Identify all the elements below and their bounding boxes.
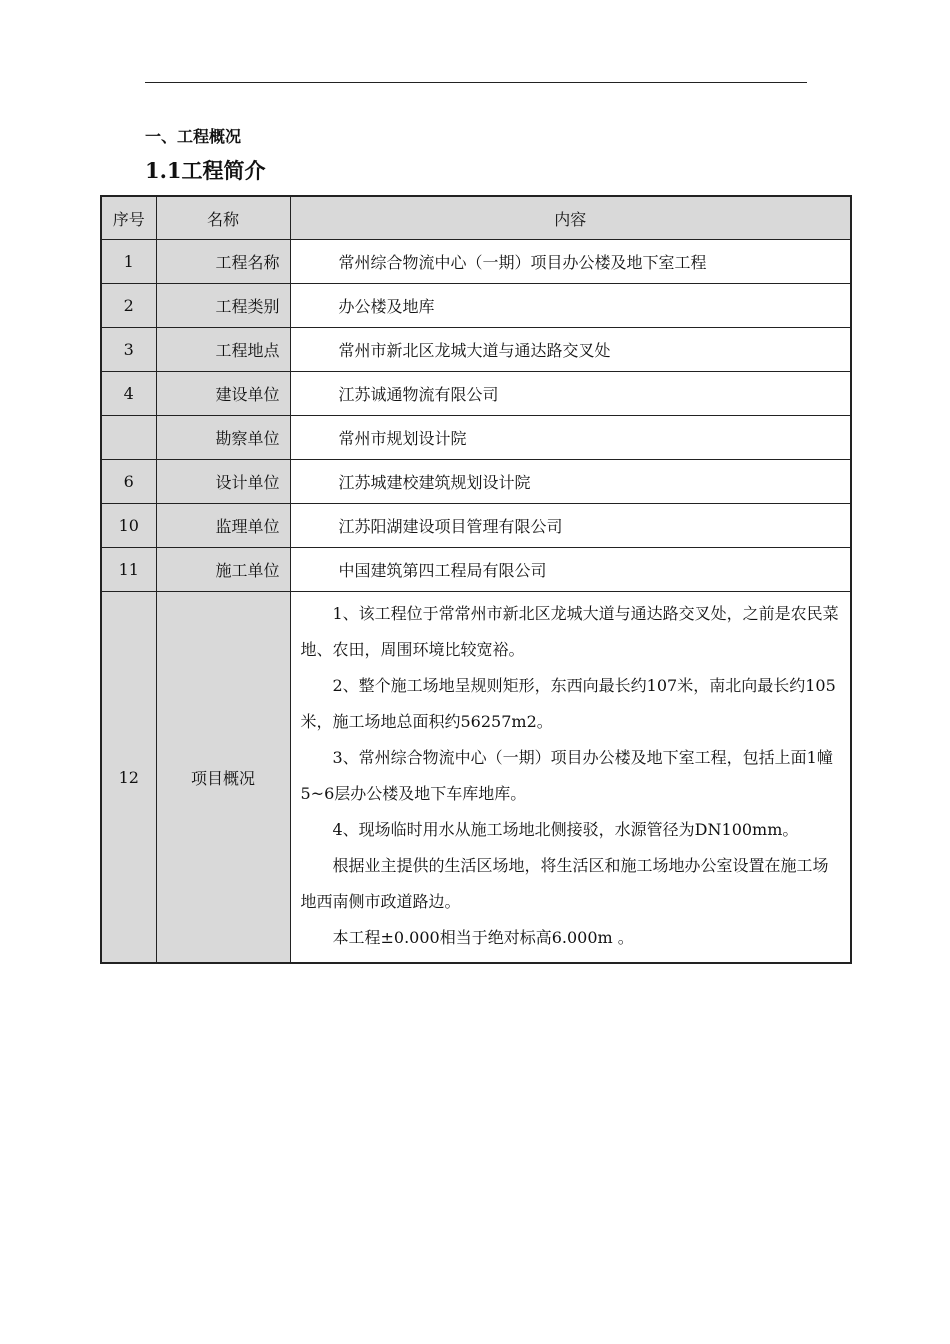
- project-info-table: [100, 195, 852, 964]
- row-num: 3: [101, 328, 156, 372]
- overview-num: 12: [101, 592, 156, 964]
- table-row: [101, 328, 851, 372]
- overview-paragraph: 1、该工程位于常常州市新北区龙城大道与通达路交叉处，之前是农民菜地、农田，周围环境比较宽裕。: [300, 604, 839, 659]
- section-heading: 一、工程概况: [145, 127, 242, 146]
- row-name: 工程地点: [156, 328, 290, 372]
- header-rule: [145, 82, 807, 83]
- sub-heading: 1.1工程简介: [145, 158, 266, 183]
- row-name: 勘察单位: [156, 416, 290, 460]
- table-row: [101, 284, 851, 328]
- overview-paragraph: 本工程±0.000相当于绝对标高6.000m 。: [332, 928, 634, 947]
- row-name: 工程名称: [156, 240, 290, 284]
- row-num: 2: [101, 284, 156, 328]
- row-num: 4: [101, 372, 156, 416]
- table-row: [101, 240, 851, 284]
- row-num: 11: [101, 548, 156, 592]
- table-row: [101, 460, 851, 504]
- row-content: 常州市新北区龙城大道与通达路交叉处: [290, 328, 851, 372]
- row-content: 办公楼及地库: [290, 284, 851, 328]
- overview-paragraph: 4、现场临时用水从施工场地北侧接驳，水源管径为DN100mm。: [332, 820, 799, 839]
- table-row: [101, 548, 851, 592]
- row-name: 工程类别: [156, 284, 290, 328]
- header-num: 序号: [101, 196, 156, 240]
- row-name: 设计单位: [156, 460, 290, 504]
- table-row: [101, 372, 851, 416]
- row-num: 6: [101, 460, 156, 504]
- row-num: [101, 416, 156, 460]
- row-name: 监理单位: [156, 504, 290, 548]
- row-content: 常州市规划设计院: [290, 416, 851, 460]
- overview-row: [101, 592, 851, 964]
- table-row: [101, 504, 851, 548]
- overview-name: 项目概况: [156, 592, 290, 964]
- overview-paragraph: 根据业主提供的生活区场地，将生活区和施工场地办公室设置在施工场地西南侧市政道路边。: [300, 856, 829, 911]
- row-content: 中国建筑第四工程局有限公司: [290, 548, 851, 592]
- row-num: 1: [101, 240, 156, 284]
- table-row: [101, 416, 851, 460]
- row-content: 江苏诚通物流有限公司: [290, 372, 851, 416]
- row-num: 10: [101, 504, 156, 548]
- row-content: 江苏阳湖建设项目管理有限公司: [290, 504, 851, 548]
- table-header-row: [101, 196, 851, 240]
- row-content: 江苏城建校建筑规划设计院: [290, 460, 851, 504]
- overview-paragraph: 2、整个施工场地呈规则矩形，东西向最长约107米，南北向最长约105米，施工场地总面积约56257m2。: [300, 676, 836, 731]
- overview-content: [290, 592, 851, 964]
- row-name: 建设单位: [156, 372, 290, 416]
- overview-paragraph: 3、常州综合物流中心（一期）项目办公楼及地下室工程，包括上面1幢5~6层办公楼及地下车库地库。: [300, 748, 833, 803]
- row-content: 常州综合物流中心（一期）项目办公楼及地下室工程: [290, 240, 851, 284]
- row-name: 施工单位: [156, 548, 290, 592]
- header-name: 名称: [156, 196, 290, 240]
- header-content: 内容: [290, 196, 851, 240]
